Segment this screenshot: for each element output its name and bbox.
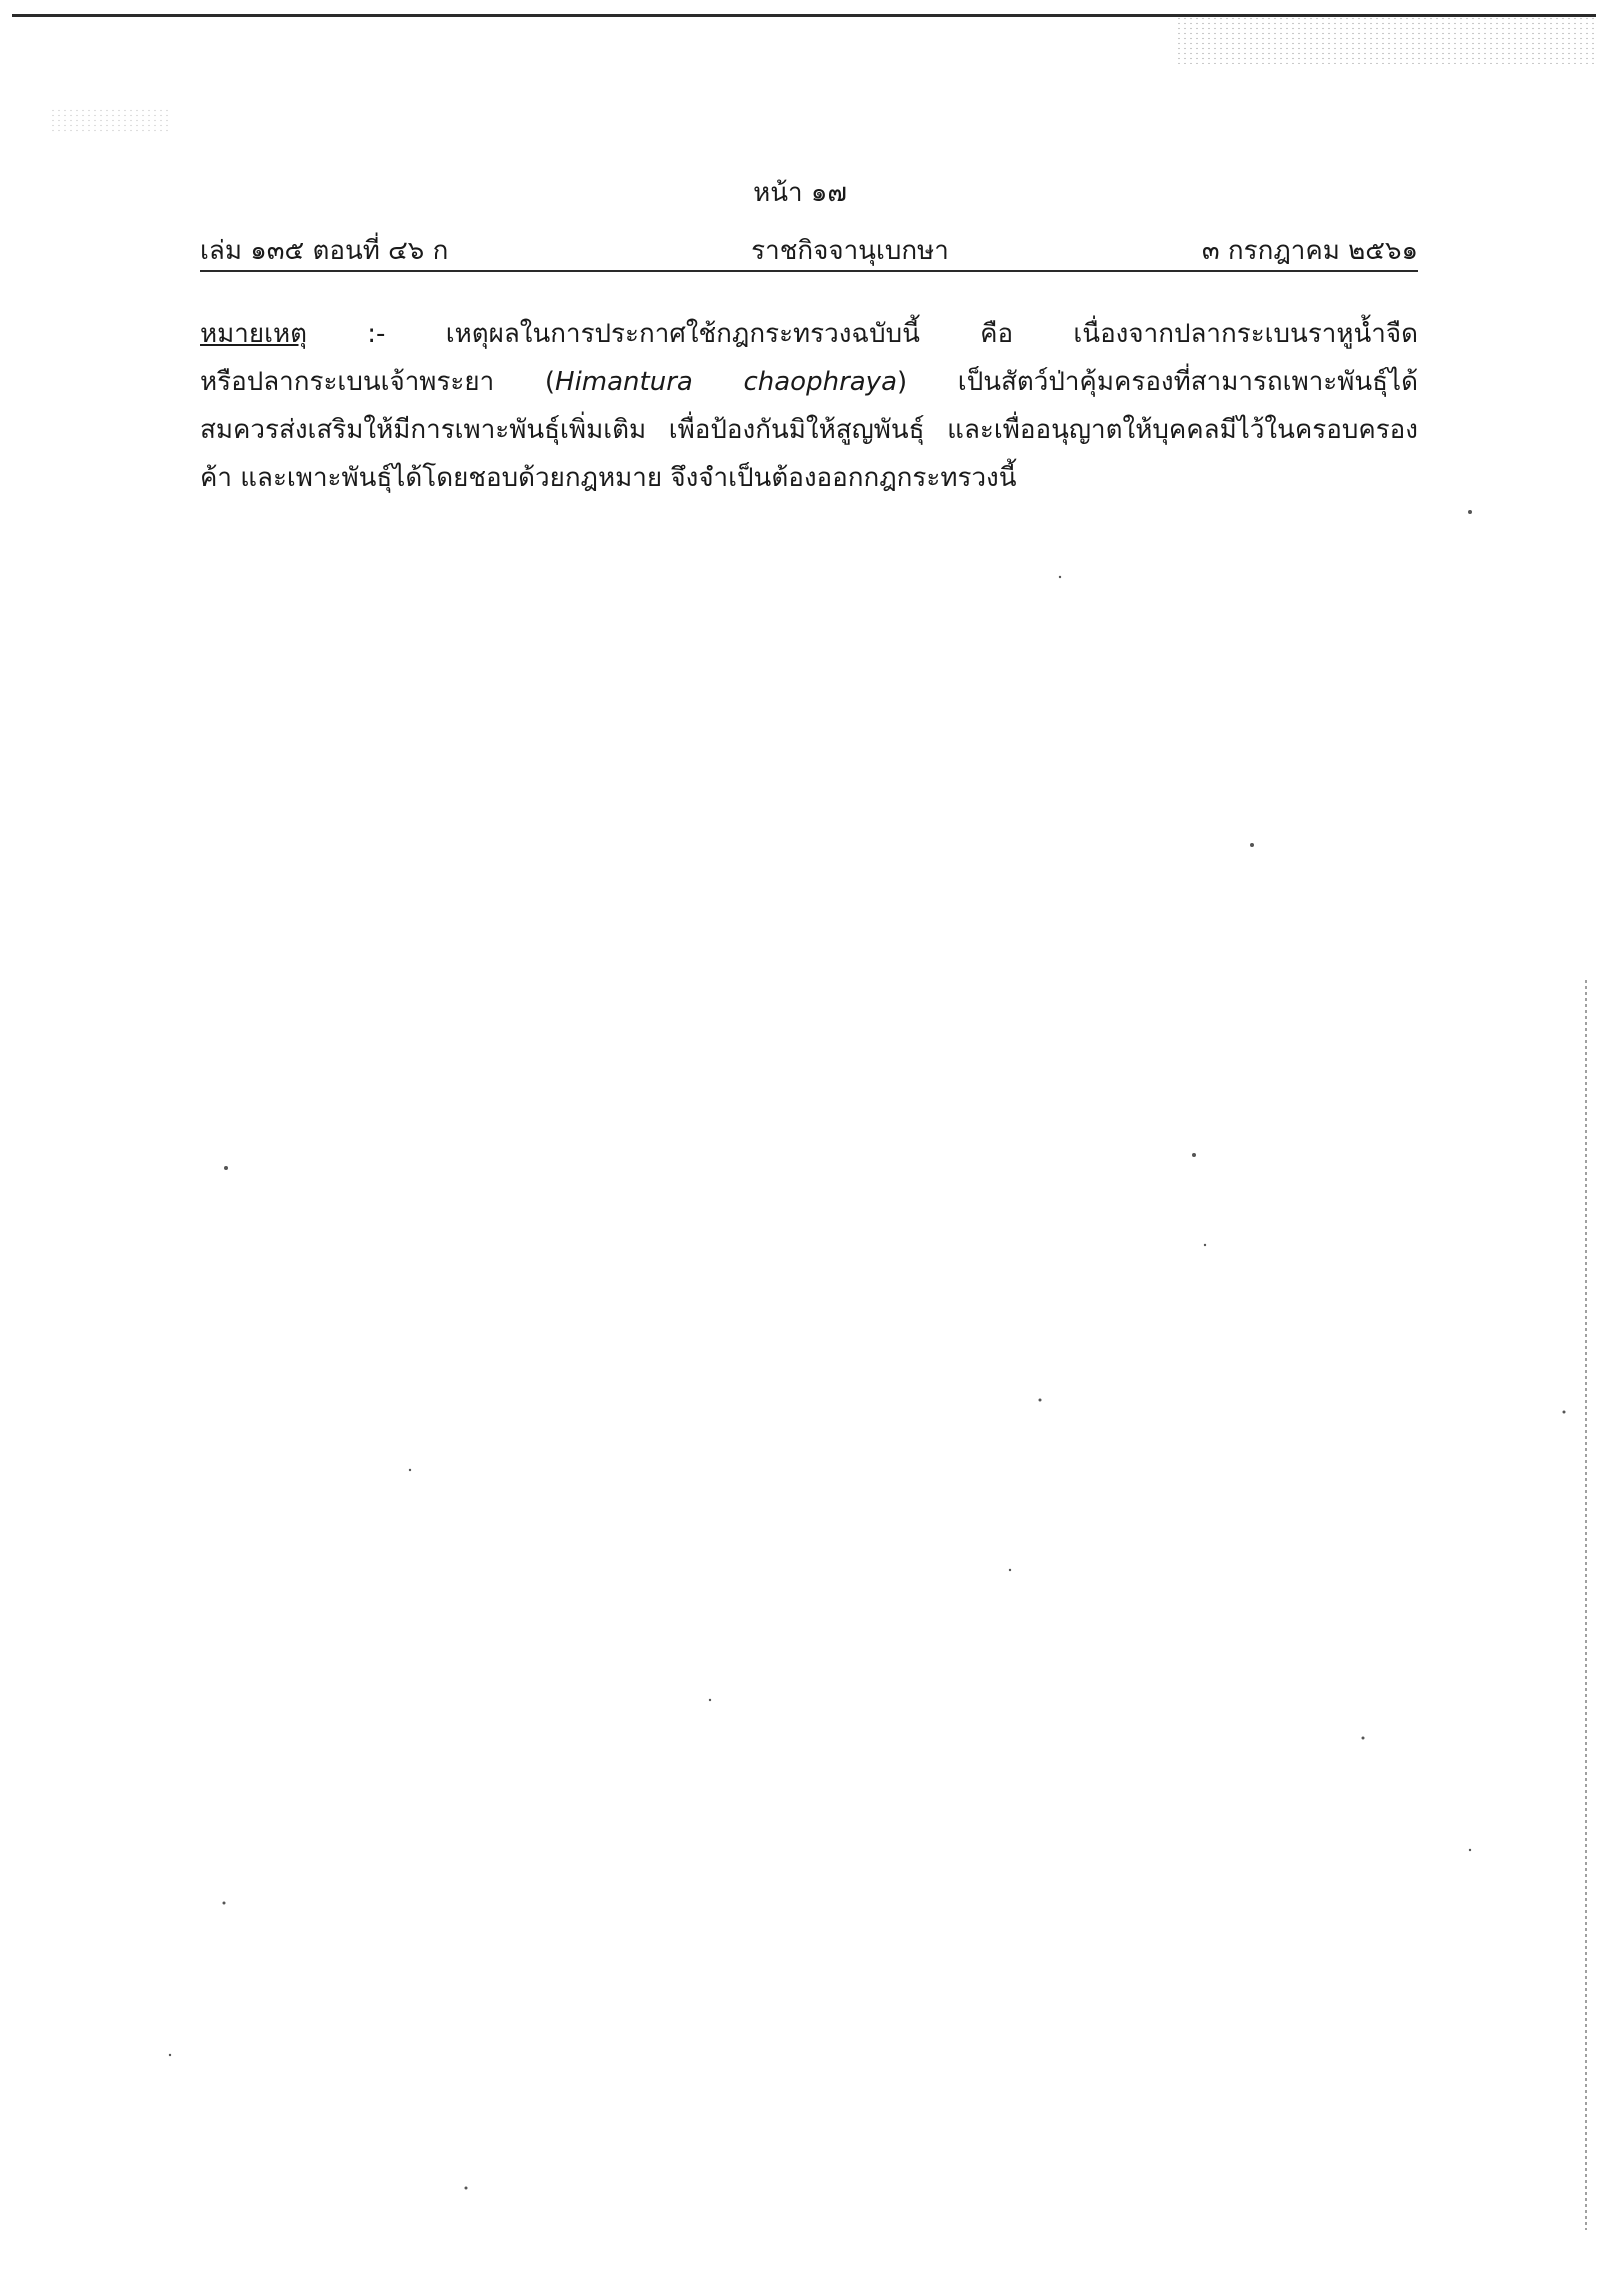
publication-date: ๓ กรกฎาคม ๒๕๖๑ [1201, 236, 1418, 266]
remarks-paragraph [200, 310, 1418, 502]
scientific-name: Himantura chaophraya [555, 367, 898, 397]
remarks-line: ค้า และเพาะพันธุ์ได้โดยชอบด้วยกฎหมาย จึงจำเป็นต้องออกกฎกระทรวงนี้ [200, 463, 1017, 493]
publication-title: ราชกิจจานุเบกษา [751, 236, 949, 266]
scan-noise [50, 108, 170, 132]
gazette-header [200, 230, 1418, 270]
scan-edge-shadow [1585, 980, 1587, 2230]
remarks-label: หมายเหตุ [200, 319, 308, 349]
remarks-text: ) เป็นสัตว์ป่าคุ้มครองที่สามารถเพาะพันธุ์ได้ [897, 367, 1419, 397]
remarks-line [200, 358, 1418, 406]
remarks-line: สมควรส่งเสริมให้มีการเพาะพันธุ์เพิ่มเติม เพื่อป้องกันมิให้สูญพันธุ์ และเพื่ออนุญาตให้บุคคลมีไว้ในครอบครอง [200, 415, 1418, 445]
page-number: หน้า ๑๗ [753, 178, 847, 208]
remarks-separator: :- [367, 319, 386, 349]
header-rule [200, 270, 1418, 272]
remarks-text: เหตุผลในการประกาศใช้กฎกระทรวงฉบับนี้ คือ เนื่องจากปลากระเบนราหูน้ำจืด [445, 319, 1419, 349]
remarks-line [200, 310, 1418, 358]
volume-section: เล่ม ๑๓๕ ตอนที่ ๔๖ ก [200, 236, 449, 266]
remarks-text: หรือปลากระเบนเจ้าพระยา ( [200, 367, 556, 397]
scan-noise [1176, 16, 1596, 64]
